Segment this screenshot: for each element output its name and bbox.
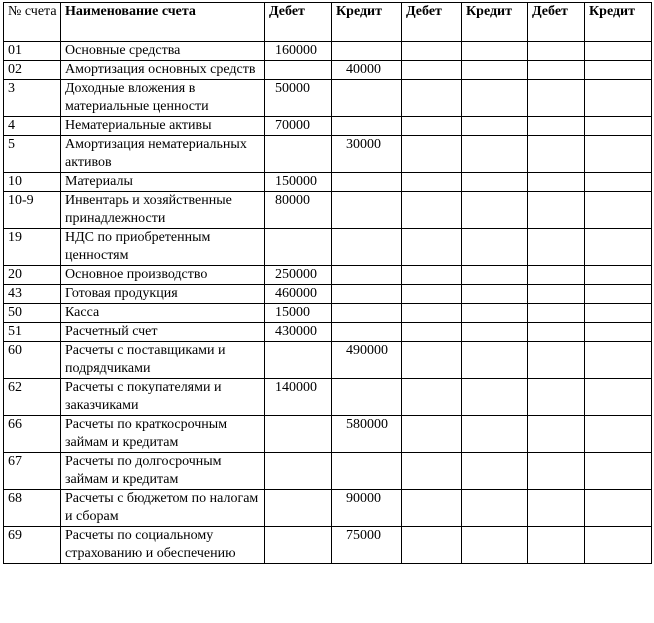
account-name-cell: Расчетный счет [61, 323, 265, 342]
table-row [4, 416, 652, 453]
credit-cell [332, 173, 402, 192]
table-row [4, 323, 652, 342]
debit-cell: 140000 [265, 379, 332, 416]
debit-cell-2 [402, 323, 462, 342]
table-row [4, 42, 652, 61]
debit-cell: 250000 [265, 266, 332, 285]
debit-cell-2 [402, 527, 462, 564]
account-name-cell: Амортизация нематериальных активов [61, 136, 265, 173]
credit-cell-2 [462, 229, 528, 266]
accounts-table [3, 2, 652, 564]
debit-cell-2 [402, 266, 462, 285]
debit-cell-2 [402, 61, 462, 80]
debit-cell-3 [528, 173, 585, 192]
debit-cell [265, 61, 332, 80]
debit-cell-2 [402, 379, 462, 416]
table-row [4, 304, 652, 323]
debit-cell [265, 416, 332, 453]
account-name-cell: НДС по приобретенным ценностям [61, 229, 265, 266]
account-code-cell: 20 [4, 266, 61, 285]
credit-cell [332, 42, 402, 61]
debit-cell [265, 342, 332, 379]
debit-cell-3 [528, 342, 585, 379]
debit-cell-2 [402, 490, 462, 527]
credit-cell-2 [462, 173, 528, 192]
account-code-cell: 67 [4, 453, 61, 490]
header-account-number: № счета [4, 3, 61, 42]
account-code-cell: 10 [4, 173, 61, 192]
table-row [4, 285, 652, 304]
debit-cell-3 [528, 266, 585, 285]
debit-cell: 50000 [265, 80, 332, 117]
account-name-cell: Готовая продукция [61, 285, 265, 304]
table-row [4, 117, 652, 136]
credit-cell-2 [462, 266, 528, 285]
credit-cell-3 [585, 229, 652, 266]
debit-cell [265, 527, 332, 564]
account-name-cell: Расчеты по социальному страхованию и обеспечению [61, 527, 265, 564]
account-name-cell: Основные средства [61, 42, 265, 61]
debit-cell [265, 136, 332, 173]
debit-cell-3 [528, 80, 585, 117]
credit-cell: 490000 [332, 342, 402, 379]
account-code-cell: 50 [4, 304, 61, 323]
debit-cell: 430000 [265, 323, 332, 342]
account-name-cell: Материалы [61, 173, 265, 192]
credit-cell [332, 266, 402, 285]
account-code-cell: 69 [4, 527, 61, 564]
credit-cell-2 [462, 61, 528, 80]
credit-cell-2 [462, 304, 528, 323]
header-debit-2: Дебет [402, 3, 462, 42]
account-code-cell: 68 [4, 490, 61, 527]
debit-cell-2 [402, 229, 462, 266]
credit-cell [332, 323, 402, 342]
debit-cell-3 [528, 117, 585, 136]
credit-cell-3 [585, 527, 652, 564]
debit-cell-2 [402, 173, 462, 192]
header-debit-1: Дебет [265, 3, 332, 42]
debit-cell-3 [528, 490, 585, 527]
credit-cell [332, 192, 402, 229]
debit-cell: 460000 [265, 285, 332, 304]
credit-cell [332, 80, 402, 117]
credit-cell-3 [585, 453, 652, 490]
debit-cell-3 [528, 416, 585, 453]
debit-cell-2 [402, 342, 462, 379]
account-name-cell: Расчеты с бюджетом по налогам и сборам [61, 490, 265, 527]
debit-cell: 70000 [265, 117, 332, 136]
table-row [4, 136, 652, 173]
debit-cell-3 [528, 285, 585, 304]
credit-cell-3 [585, 61, 652, 80]
credit-cell [332, 453, 402, 490]
account-name-cell: Нематериальные активы [61, 117, 265, 136]
debit-cell-2 [402, 192, 462, 229]
credit-cell [332, 229, 402, 266]
credit-cell-3 [585, 323, 652, 342]
table-header-row [4, 3, 652, 42]
credit-cell-3 [585, 117, 652, 136]
debit-cell-3 [528, 229, 585, 266]
debit-cell-2 [402, 453, 462, 490]
header-debit-3: Дебет [528, 3, 585, 42]
credit-cell: 30000 [332, 136, 402, 173]
debit-cell-2 [402, 285, 462, 304]
account-name-cell: Расчеты по краткосрочным займам и кредитам [61, 416, 265, 453]
debit-cell-3 [528, 42, 585, 61]
table-row [4, 266, 652, 285]
account-name-cell: Амортизация основных средств [61, 61, 265, 80]
credit-cell-2 [462, 192, 528, 229]
debit-cell-3 [528, 323, 585, 342]
debit-cell-2 [402, 117, 462, 136]
table-row [4, 80, 652, 117]
credit-cell-3 [585, 192, 652, 229]
debit-cell: 80000 [265, 192, 332, 229]
account-code-cell: 19 [4, 229, 61, 266]
debit-cell [265, 229, 332, 266]
header-credit-2: Кредит [462, 3, 528, 42]
account-code-cell: 4 [4, 117, 61, 136]
header-account-name: Наименование счета [61, 3, 265, 42]
credit-cell [332, 304, 402, 323]
debit-cell [265, 490, 332, 527]
credit-cell-3 [585, 173, 652, 192]
account-name-cell: Инвентарь и хозяйственные принадлежности [61, 192, 265, 229]
credit-cell [332, 285, 402, 304]
account-name-cell: Расчеты по долгосрочным займам и кредитам [61, 453, 265, 490]
account-code-cell: 51 [4, 323, 61, 342]
credit-cell-3 [585, 379, 652, 416]
debit-cell-2 [402, 80, 462, 117]
credit-cell-3 [585, 342, 652, 379]
account-name-cell: Основное производство [61, 266, 265, 285]
table-row [4, 192, 652, 229]
debit-cell [265, 453, 332, 490]
account-code-cell: 62 [4, 379, 61, 416]
credit-cell-2 [462, 490, 528, 527]
table-row [4, 490, 652, 527]
credit-cell: 90000 [332, 490, 402, 527]
account-name-cell: Доходные вложения в материальные ценности [61, 80, 265, 117]
debit-cell-3 [528, 61, 585, 80]
account-code-cell: 02 [4, 61, 61, 80]
credit-cell-2 [462, 136, 528, 173]
debit-cell-2 [402, 42, 462, 61]
table-row [4, 229, 652, 266]
credit-cell-2 [462, 80, 528, 117]
credit-cell-2 [462, 527, 528, 564]
credit-cell-2 [462, 453, 528, 490]
table-row [4, 527, 652, 564]
debit-cell-3 [528, 527, 585, 564]
table-row [4, 173, 652, 192]
table-row [4, 61, 652, 80]
debit-cell-3 [528, 136, 585, 173]
header-credit-1: Кредит [332, 3, 402, 42]
credit-cell-3 [585, 490, 652, 527]
account-code-cell: 3 [4, 80, 61, 117]
account-name-cell: Расчеты с поставщиками и подрядчиками [61, 342, 265, 379]
debit-cell: 160000 [265, 42, 332, 61]
debit-cell-2 [402, 416, 462, 453]
credit-cell-2 [462, 117, 528, 136]
account-code-cell: 60 [4, 342, 61, 379]
debit-cell-2 [402, 136, 462, 173]
credit-cell-3 [585, 136, 652, 173]
credit-cell-2 [462, 323, 528, 342]
credit-cell-3 [585, 80, 652, 117]
debit-cell-3 [528, 453, 585, 490]
debit-cell-3 [528, 379, 585, 416]
credit-cell-2 [462, 285, 528, 304]
debit-cell: 150000 [265, 173, 332, 192]
account-name-cell: Касса [61, 304, 265, 323]
credit-cell-3 [585, 304, 652, 323]
credit-cell-2 [462, 379, 528, 416]
header-credit-3: Кредит [585, 3, 652, 42]
table-row [4, 453, 652, 490]
credit-cell [332, 117, 402, 136]
table-row [4, 379, 652, 416]
table-row [4, 342, 652, 379]
debit-cell-2 [402, 304, 462, 323]
credit-cell-3 [585, 42, 652, 61]
credit-cell: 40000 [332, 61, 402, 80]
account-code-cell: 66 [4, 416, 61, 453]
credit-cell-2 [462, 42, 528, 61]
account-code-cell: 5 [4, 136, 61, 173]
account-code-cell: 01 [4, 42, 61, 61]
credit-cell-3 [585, 285, 652, 304]
credit-cell-3 [585, 266, 652, 285]
credit-cell: 580000 [332, 416, 402, 453]
account-code-cell: 43 [4, 285, 61, 304]
credit-cell-3 [585, 416, 652, 453]
account-code-cell: 10-9 [4, 192, 61, 229]
debit-cell: 15000 [265, 304, 332, 323]
account-name-cell: Расчеты с покупателями и заказчиками [61, 379, 265, 416]
credit-cell: 75000 [332, 527, 402, 564]
credit-cell-2 [462, 416, 528, 453]
credit-cell-2 [462, 342, 528, 379]
debit-cell-3 [528, 192, 585, 229]
credit-cell [332, 379, 402, 416]
debit-cell-3 [528, 304, 585, 323]
